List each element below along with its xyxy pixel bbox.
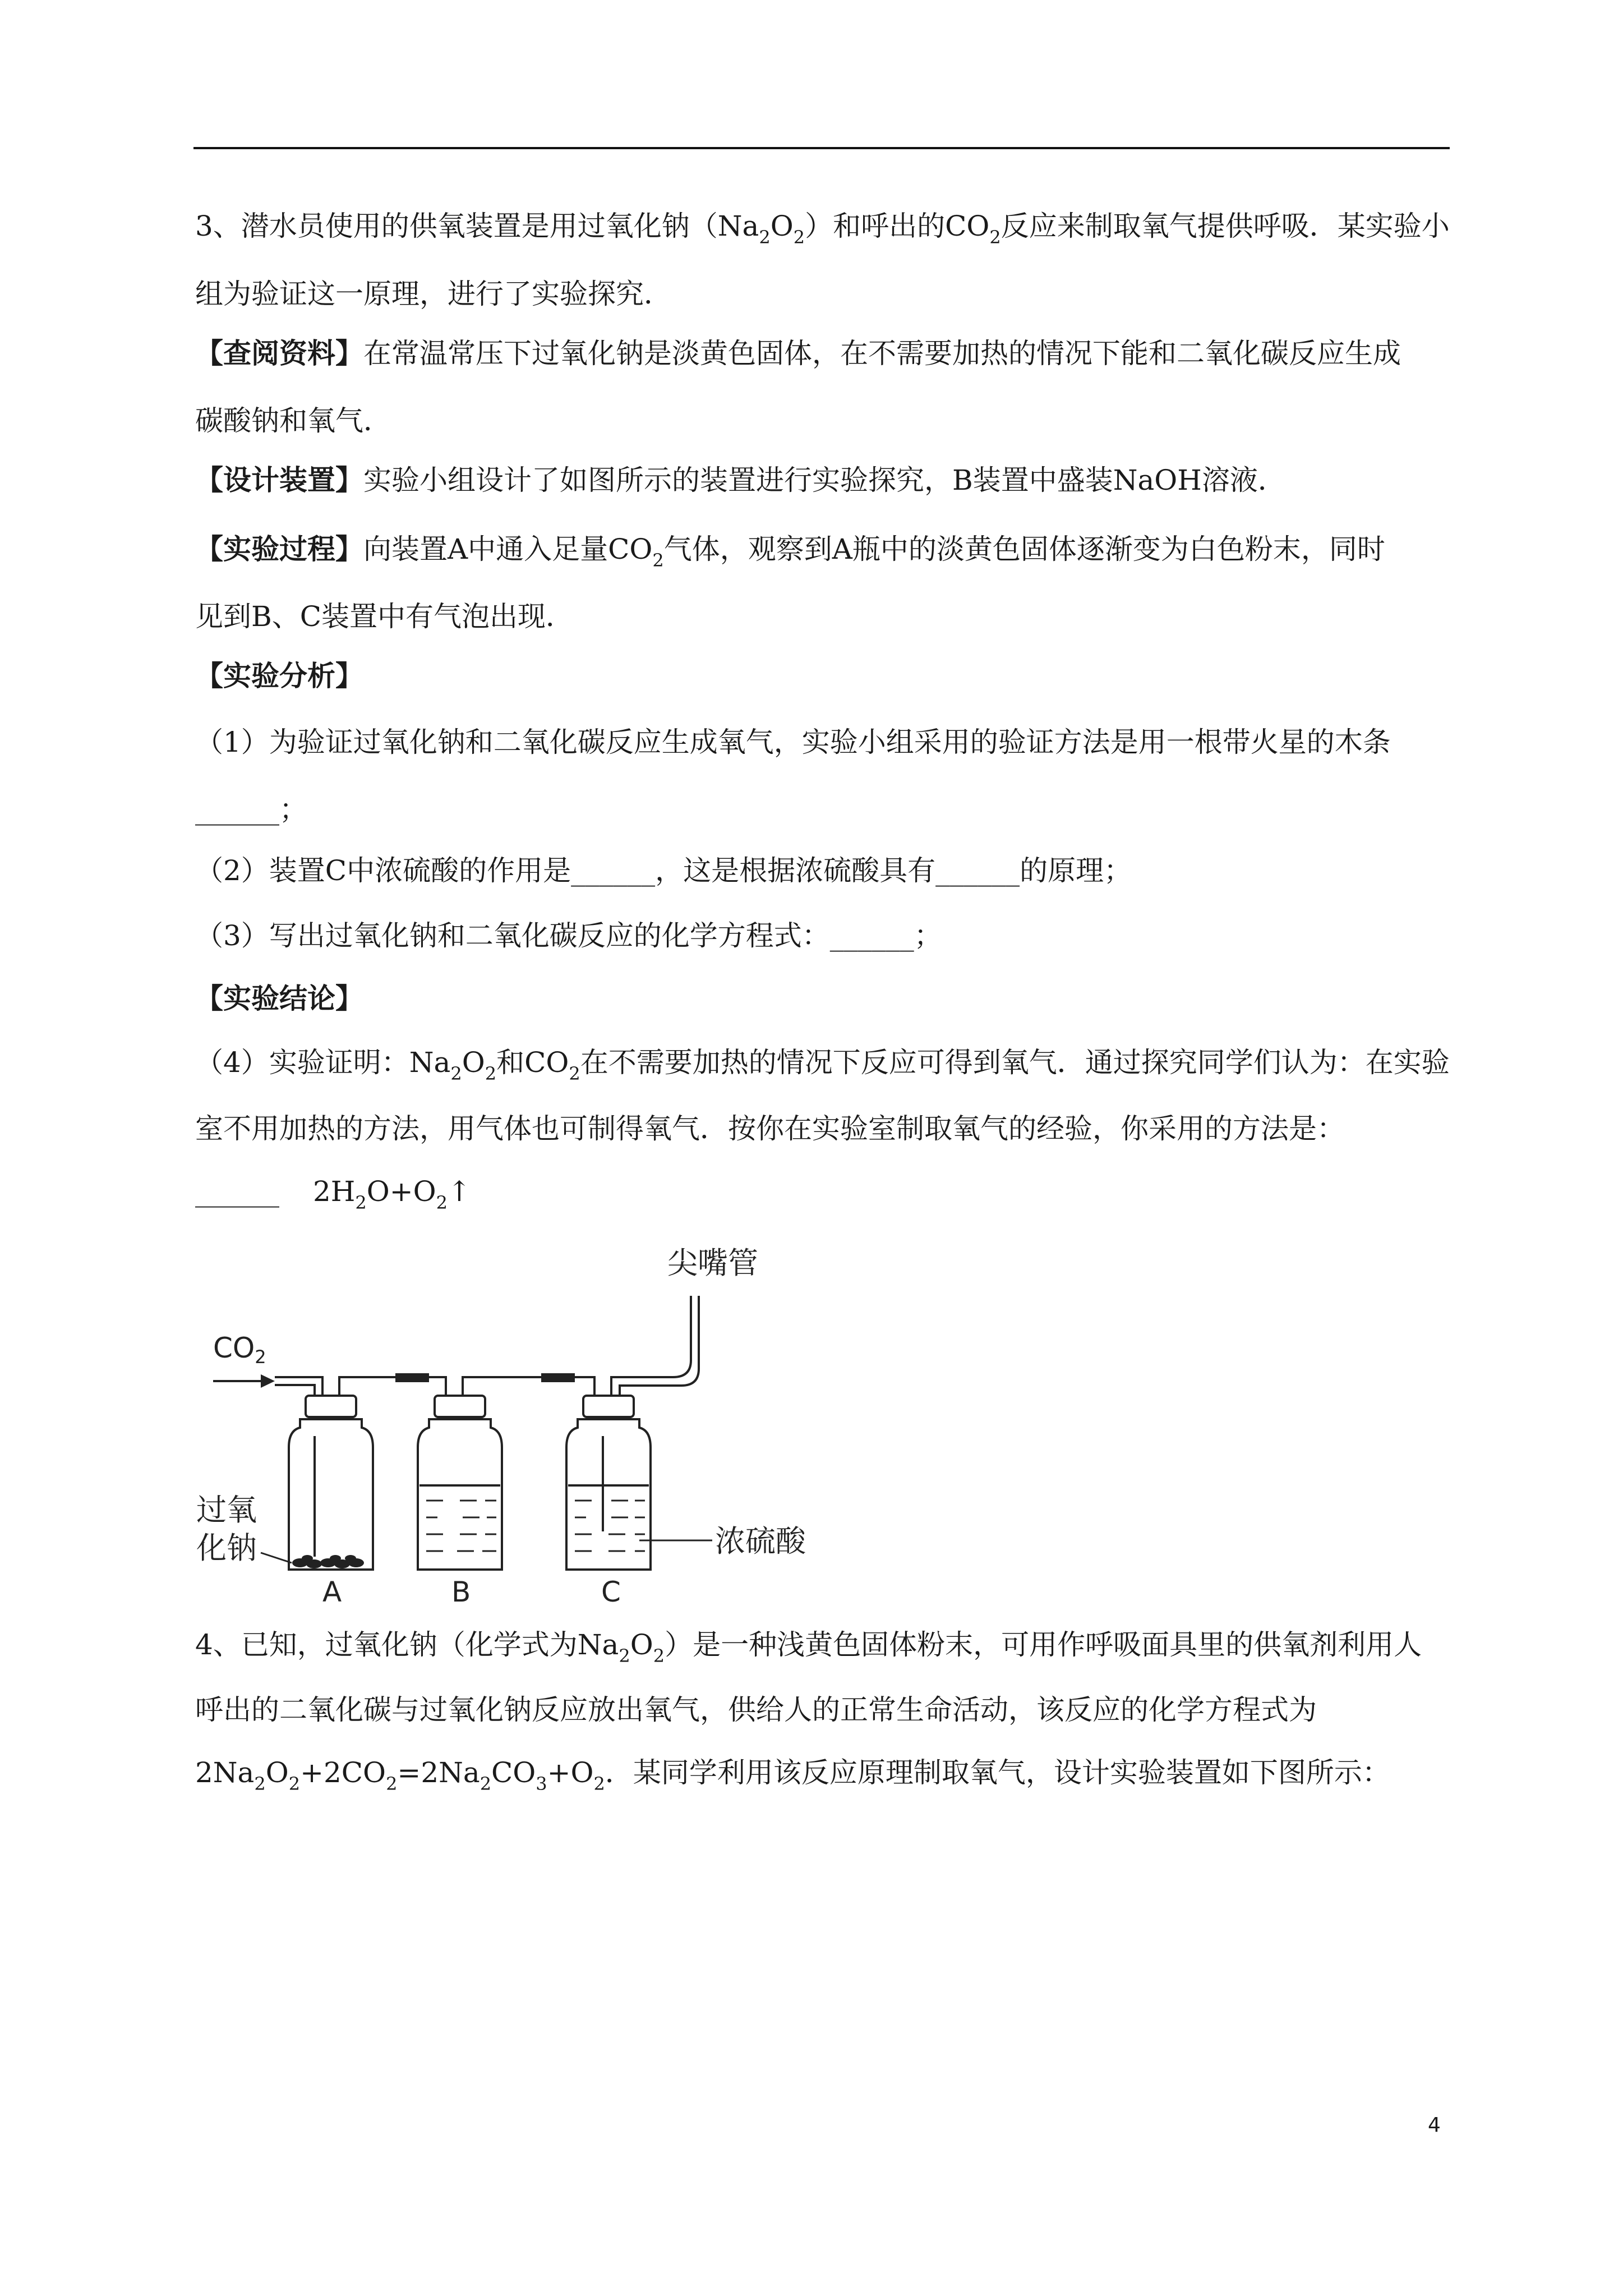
rubber-connector-bc (541, 1373, 575, 1382)
q3-line-7: 见到B、C装置中有气泡出现． (195, 600, 574, 633)
solid-pointer (261, 1553, 292, 1563)
q3-line-5: 【设计装置】实验小组设计了如图所示的装置进行实验探究，B装置中盛装NaOH溶液． (195, 463, 1286, 496)
q4-line-1: 4、已知，过氧化钠（化学式为$Na_2O_2$）是一种浅黄色固体粉末，可用作呼吸面具里的供氧剂利用人 (195, 1628, 1422, 1667)
q3-section-conclusion: 【实验结论】 (195, 982, 363, 1015)
bottle-c (566, 1396, 651, 1570)
apparatus-figure (179, 1234, 852, 1604)
nozzle-label: 尖嘴管 (667, 1245, 758, 1281)
q3-item-3: （3）写出过氧化钠和二氧化碳反应的化学方程式：______； (195, 919, 942, 952)
bottle-a-label: A (322, 1576, 342, 1604)
q3-item-2: （2）装置C中浓硫酸的作用是______，这是根据浓硫酸具有______的原理； (195, 854, 1132, 887)
sulfuric-acid-label: 浓硫酸 (715, 1524, 806, 1559)
q3-section-analysis: 【实验分析】 (195, 659, 363, 692)
bottle-b-label: B (451, 1576, 471, 1604)
bottle-b (418, 1396, 502, 1570)
co2-arrow (213, 1374, 275, 1388)
q4-line-2: 呼出的二氧化碳与过氧化钠反应放出氧气，供给人的正常生命活动，该反应的化学方程式为 (195, 1694, 1317, 1726)
q3-item-4: （4）实验证明：$Na_2O_2$和$CO_2$在不需要加热的情况下反应可得到氧气．通过探究同学们认为：在实验 (195, 1046, 1450, 1084)
bottle-c-label: C (601, 1576, 621, 1604)
page-number: 4 (1428, 2114, 1441, 2137)
q3-item-1-answer: ______； (195, 793, 307, 826)
sodium-peroxide-label-1: 过氧 (196, 1492, 257, 1527)
q3-line-3: 【查阅资料】在常温常压下过氧化钠是淡黄色固体，在不需要加热的情况下能和二氧化碳反应生成 (195, 337, 1401, 370)
header-rule (193, 147, 1450, 149)
q3-item-4-line-2: 室不用加热的方法，用气体也可制得氧气．按你在实验室制取氧气的经验，你采用的方法是： (195, 1112, 1345, 1145)
bottle-a (289, 1396, 373, 1570)
sodium-peroxide-label-2: 化钠 (196, 1530, 257, 1566)
q3-line-6: 【实验过程】向装置A中通入足量$CO_2$气体，观察到A瓶中的淡黄色固体逐渐变为白色粉末，同时 (195, 532, 1385, 571)
co2-label: $CO_2$ (213, 1332, 266, 1368)
rubber-connector-ab (395, 1373, 429, 1382)
q4-line-3: $2Na_2O_2+2CO_2=2Na_2CO_3+O_2$．某同学利用该反应原理制取氧气，设计实验装置如下图所示： (195, 1756, 1390, 1795)
q3-line-2: 组为验证这一原理，进行了实验探究． (195, 278, 672, 310)
q3-line-4: 碳酸钠和氧气． (195, 404, 391, 437)
q3-line-1: 3、潜水员使用的供氧装置是用过氧化钠$(Na_2O_2)$和呼出的$CO_2$反应来制取氧气提供呼吸．某实验小 (195, 210, 1450, 248)
q3-item-4-answer: ______ $2H_2O+O_2↑$ (195, 1175, 471, 1213)
q3-item-1: （1）为验证过氧化钠和二氧化碳反应生成氧气，实验小组采用的验证方法是用一根带火星的木条 (195, 726, 1391, 758)
